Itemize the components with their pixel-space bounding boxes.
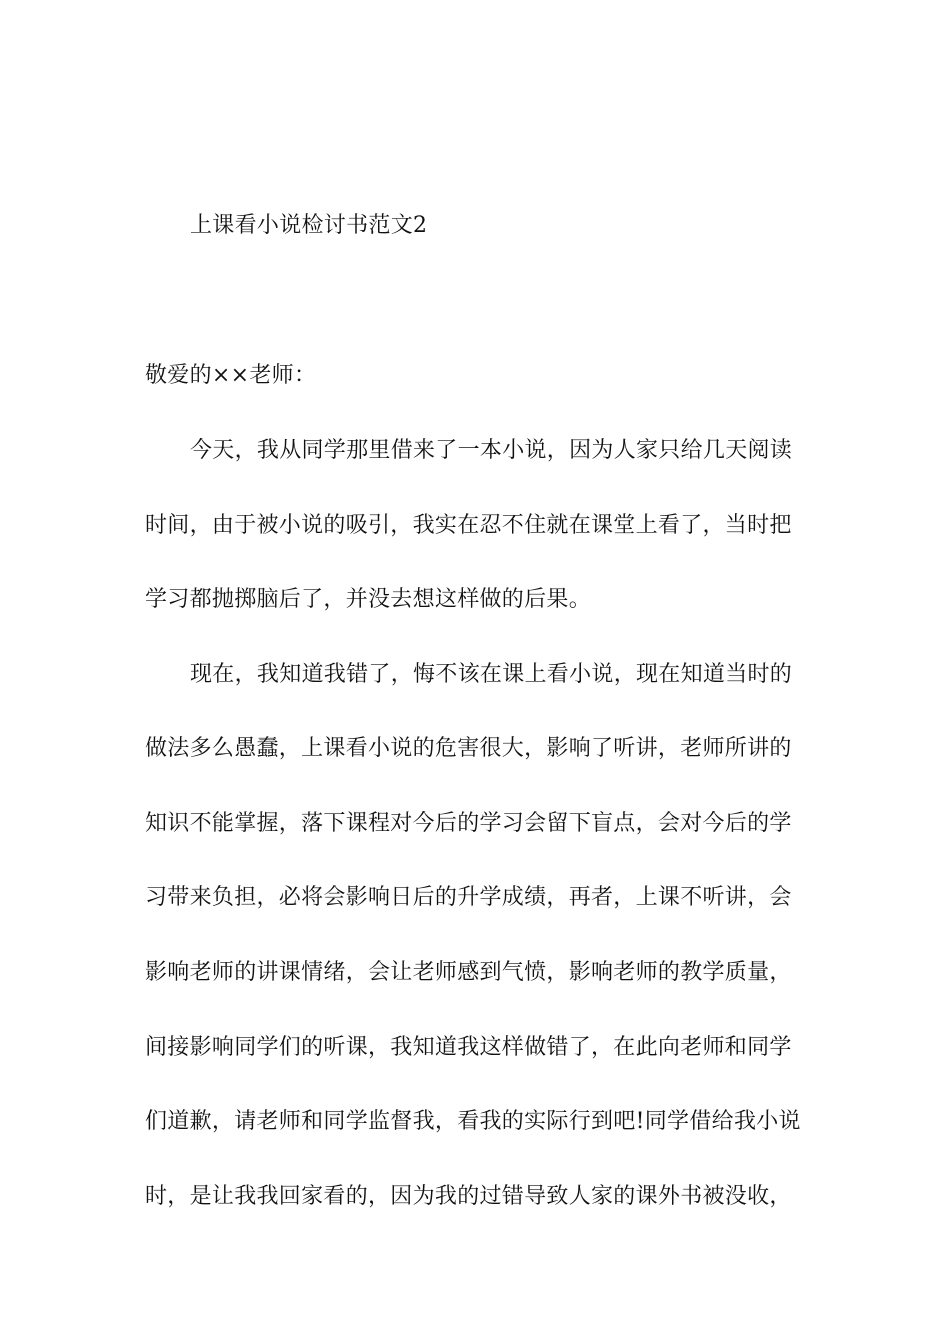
body-line: 时间，由于被小说的吸引，我实在忍不住就在课堂上看了，当时把 [145,513,792,538]
body-line: 今天，我从同学那里借来了一本小说，因为人家只给几天阅读 [190,438,793,463]
salutation: 敬爱的××老师： [145,363,317,388]
body-line: 影响老师的讲课情绪，会让老师感到气愤，影响老师的教学质量， [145,960,792,985]
body-line: 做法多么愚蠢，上课看小说的危害很大，影响了听讲，老师所讲的 [145,736,792,761]
body-line: 现在，我知道我错了，悔不该在课上看小说，现在知道当时的 [190,662,793,687]
body-line: 时，是让我我回家看的，因为我的过错导致人家的课外书被没收， [145,1184,792,1209]
document-title: 上课看小说检讨书范文2 [190,213,428,238]
body-line: 们道歉，请老师和同学监督我，看我的实际行到吧!同学借给我小说 [145,1109,801,1134]
body-line: 间接影响同学们的听课，我知道我这样做错了，在此向老师和同学 [145,1035,792,1060]
body-line: 习带来负担，必将会影响日后的升学成绩，再者，上课不听讲，会 [145,885,792,910]
body-line: 学习都抛掷脑后了，并没去想这样做的后果。 [145,587,592,612]
body-line: 知识不能掌握，落下课程对今后的学习会留下盲点，会对今后的学 [145,811,792,836]
